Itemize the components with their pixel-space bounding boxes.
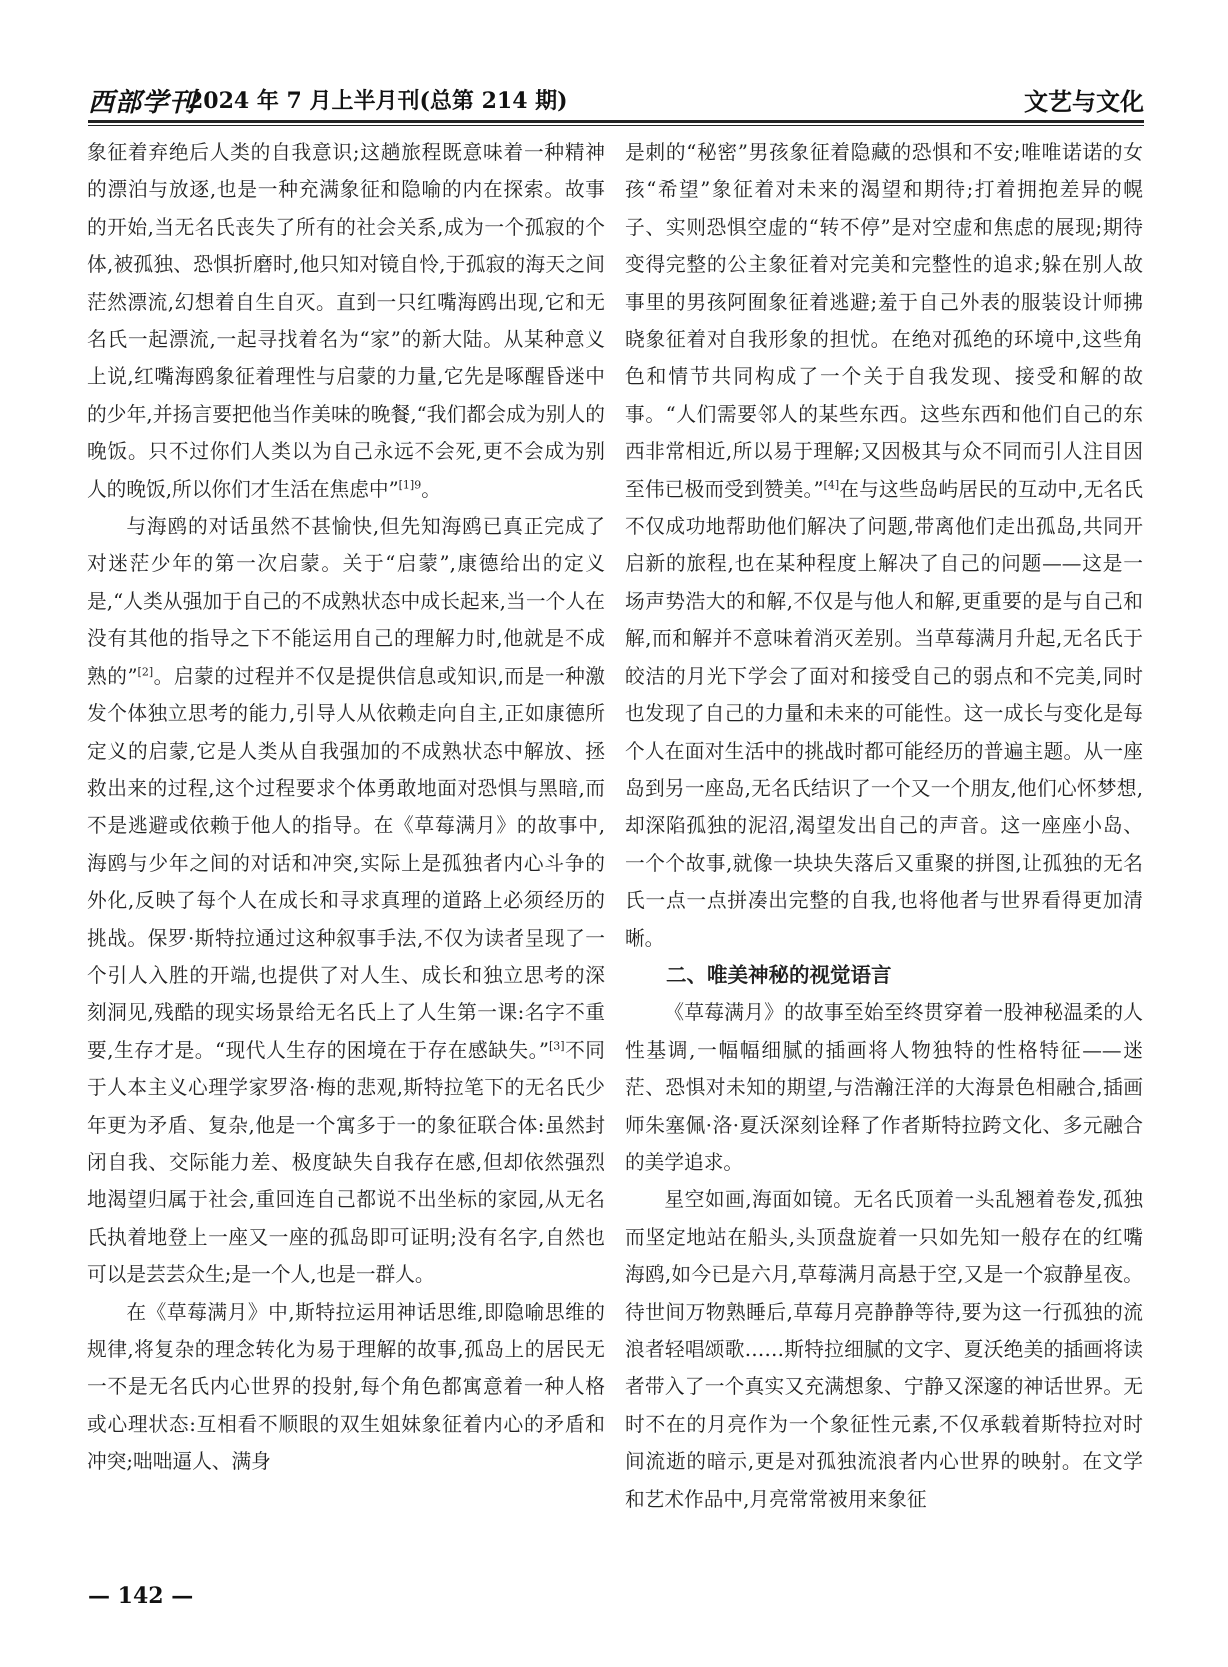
left-column xyxy=(87,134,605,1481)
section-name: 文艺与文化 xyxy=(1024,87,1144,116)
paragraph xyxy=(625,134,1143,957)
citation-ref: [1]9 xyxy=(398,478,422,492)
paragraph-text: 。启蒙的过程并不仅是提供信息或知识,而是一种激发个体独立思考的能力,引导人从依赖走向自主,正如康德所定义的启蒙,它是人类从自我强加的不成熟状态中解放、拯救出来的过程,这个过程要求个体勇敢地面对恐惧与黑暗,而不是逃避或依赖于他人的指导。在《草莓满月》的故事中,海鸥与少年之间的对话和冲突,实际上是孤独者内心斗争的外化,反映了每个人在成长和寻求真理的道路上必须经历的挑战。保罗·斯特拉通过这种叙事手法,不仅为读者呈现了一个引人入胜的开端,也提供了对人生、成长和独立思考的深刻洞见,残酷的现实场景给无名氏上了人生第一课:名字不重要,生存才是。“现代人生存的困境在于存在感缺失。” xyxy=(87,664,605,1062)
citation-ref: [4] xyxy=(823,478,840,492)
issue-info: 2024 年 7 月上半月刊(总第 214 期) xyxy=(188,88,568,114)
journal-logo: 西部学刊 xyxy=(88,88,197,118)
citation-ref: [2] xyxy=(137,665,154,679)
paragraph-text: 在与这些岛屿居民的互动中,无名氏不仅成功地帮助他们解决了问题,带离他们走出孤岛,共同开启新的旅程,也在某种程度上解决了自己的问题——这是一场声势浩大的和解,不仅是与他人和解,更重要的是与自己和解,而和解并不意味着消灭差别。当草莓满月升起,无名氏于皎洁的月光下学会了面对和接受自己的弱点和不完美,同时也发现了自己的力量和未来的可能性。这一成长与变化是每个人在面对生活中的挑战时都可能经历的普遍主题。从一座岛到另一座岛,无名氏结识了一个又一个朋友,他们心怀梦想,却深陷孤独的泥沼,渴望发出自己的声音。这一座座小岛、一个个故事,就像一块块失落后又重聚的拼图,让孤独的无名氏一点一点拼凑出完整的自我,也将他者与世界看得更加清晰。 xyxy=(625,477,1143,950)
paragraph-text: 星空如画,海面如镜。无名氏顶着一头乱翘着卷发,孤独而坚定地站在船头,头顶盘旋着一只如先知一般存在的红嘴海鸥,如今已是六月,草莓满月高悬于空,又是一个寂静星夜。待世间万物熟睡后,草莓月亮静静等待,要为这一行孤独的流浪者轻唱颂歌……斯特拉细腻的文字、夏沃绝美的插画将读者带入了一个真实又充满想象、宁静又深邃的神话世界。无时不在的月亮作为一个象征性元素,不仅承载着斯特拉对时间流逝的暗示,更是对孤独流浪者内心世界的映射。在文学和艺术作品中,月亮常常被用来象征 xyxy=(625,1188,1143,1511)
right-column xyxy=(625,134,1143,1518)
header-rule-thin xyxy=(88,125,1144,126)
header-rule xyxy=(88,120,1144,123)
paragraph-text: 不同于人本主义心理学家罗洛·梅的悲观,斯特拉笔下的无名氏少年更为矛盾、复杂,他是一个寓多于一的象征联合体:虽然封闭自我、交际能力差、极度缺失自我存在感,但却依然强烈地渴望归属于社会,重回连自己都说不出坐标的家园,从无名氏执着地登上一座又一座的孤岛即可证明;没有名字,自然也可以是芸芸众生;是一个人,也是一群人。 xyxy=(87,1038,605,1287)
page-number: — 142 — xyxy=(88,1583,194,1609)
paragraph-text: 《草莓满月》的故事至始至终贯穿着一股神秘温柔的人性基调,一幅幅细腻的插画将人物独特的性格特征——迷茫、恐惧对未知的期望,与浩瀚汪洋的大海景色相融合,插画师朱塞佩·洛·夏沃深刻诠释了作者斯特拉跨文化、多元融合的美学追求。 xyxy=(625,1001,1143,1174)
citation-ref: [3] xyxy=(549,1039,565,1053)
paragraph-text: 是刺的“秘密”男孩象征着隐藏的恐惧和不安;唯唯诺诺的女孩“希望”象征着对未来的渴望和期待;打着拥抱差异的幌子、实则恐惧空虚的“转不停”是对空虚和焦虑的展现;期待变得完整的公主象征着对完美和完整性的追求;躲在别人故事里的男孩阿囿象征着逃避;羞于自己外表的服装设计师拂晓象征着对自我形象的担忧。在绝对孤绝的环境中,这些角色和情节共同构成了一个关于自我发现、接受和解的故事。“人们需要邻人的某些东西。这些东西和他们自己的东西非常相近,所以易于理解;又因极其与众不同而引人注目因至伟已极而受到赞美。” xyxy=(625,141,1143,501)
paragraph xyxy=(87,134,605,508)
paragraph-text: 与海鸥的对话虽然不甚愉快,但先知海鸥已真正完成了对迷茫少年的第一次启蒙。关于“启蒙”,康德给出的定义是,“人类从强加于自己的不成熟状态中成长起来,当一个人在没有其他的指导之下不能运用自己的理解力时,他就是不成熟的” xyxy=(87,515,605,688)
paragraph-text: 在《草莓满月》中,斯特拉运用神话思维,即隐喻思维的规律,将复杂的理念转化为易于理解的故事,孤岛上的居民无一不是无名氏内心世界的投射,每个角色都寓意着一种人格或心理状态:互相看不顺眼的双生姐妹象征着内心的矛盾和冲突;咄咄逼人、满身 xyxy=(87,1300,605,1474)
paragraph-text: 象征着弃绝后人类的自我意识;这趟旅程既意味着一种精神的漂泊与放逐,也是一种充满象征和隐喻的内在探索。故事的开始,当无名氏丧失了所有的社会关系,成为一个孤寂的个体,被孤独、恐惧折磨时,他只知对镜自怜,于孤寂的海天之间茫然漂流,幻想着自生自灭。直到一只红嘴海鸥出现,它和无名氏一起漂流,一起寻找着名为“家”的新大陆。从某种意义上说,红嘴海鸥象征着理性与启蒙的力量,它先是啄醒昏迷中的少年,并扬言要把他当作美味的晚餐,“我们都会成为别人的晚饭。只不过你们人类以为自己永远不会死,更不会成为别人的晚饭,所以你们才生活在焦虑中” xyxy=(87,141,605,501)
page-header xyxy=(88,80,1144,126)
paragraph xyxy=(625,994,1143,1181)
paragraph xyxy=(87,1294,605,1481)
paragraph xyxy=(87,508,605,1294)
section-heading: 二、唯美神秘的视觉语言 xyxy=(666,962,892,987)
paragraph xyxy=(625,1181,1143,1518)
paragraph-text: 。 xyxy=(421,477,441,501)
